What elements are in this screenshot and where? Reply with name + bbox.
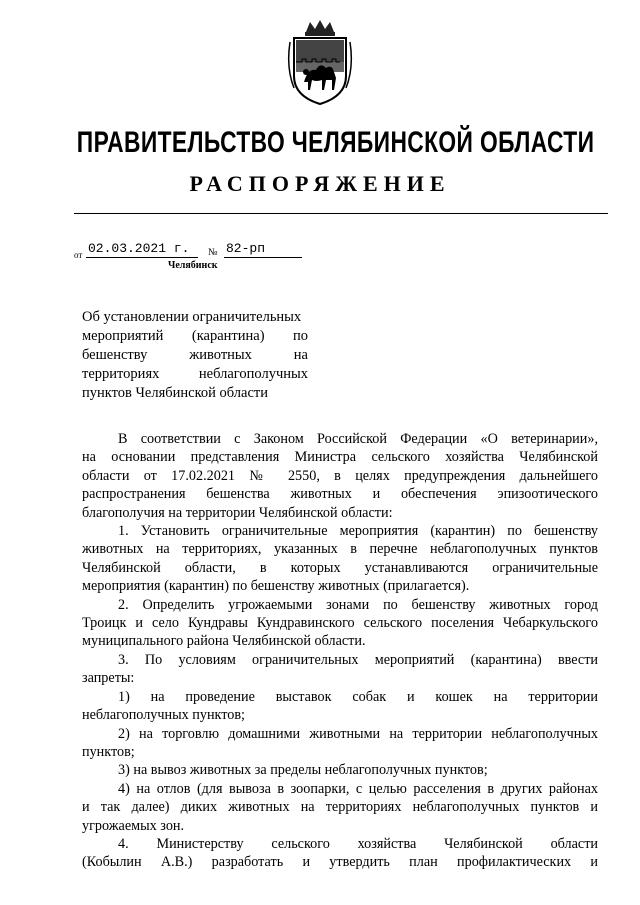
body-line: 2. Определить угрожаемыми зонами по бешенству животных город	[118, 596, 598, 613]
subject-line: территориях неблагополучных	[82, 366, 308, 382]
body-line: благополучия на территории Челябинской области:	[82, 504, 393, 521]
body-line: 4. Министерству сельского хозяйства Челябинской области	[118, 835, 598, 852]
number-value: 82-рп	[224, 241, 302, 258]
body-line: Челябинской области, в которых устанавливаются ограничительные	[82, 559, 598, 576]
subject-line: пунктов Челябинской области	[82, 385, 269, 401]
date-value: 02.03.2021 г.	[86, 241, 198, 258]
body-line: 1) на проведение выставок собак и кошек на территории	[118, 688, 598, 705]
body-line: Троицк и село Кундравы Кундравинского сельского поселения Чебаркульского	[82, 615, 598, 632]
document-subject	[82, 308, 308, 403]
body-line: и так далее) диких животных на территориях неблагополучных пунктов и	[82, 799, 598, 816]
government-title: ПРАВИТЕЛЬСТВО ЧЕЛЯБИНСКОЙ ОБЛАСТИ	[76, 126, 595, 159]
body-line: 3. По условиям ограничительных мероприятий (карантина) ввести	[118, 651, 598, 668]
document-type: РАСПОРЯЖЕНИЕ	[189, 171, 451, 196]
body-line: (Кобылин А.В.) разработать и утвердить план профилактических и	[82, 854, 598, 871]
subject-line: мероприятий (карантина) по	[82, 328, 308, 344]
body-line: пунктов;	[82, 743, 135, 760]
body-line: В соответствии с Законом Российской Федерации «О ветеринарии»,	[118, 431, 598, 447]
body-line: распространения бешенства животных и обеспечения эпизоотического	[82, 486, 598, 503]
body-line: 2) на торговлю домашними животными на территории неблагополучных	[118, 725, 598, 742]
body-line: угрожаемых зон.	[82, 817, 185, 834]
header-divider	[74, 213, 608, 214]
body-line: неблагополучных пунктов;	[82, 707, 245, 724]
body-line: 1. Установить ограничительные мероприятия (карантин) по бешенству	[118, 523, 598, 540]
body-line: муниципального района Челябинской области.	[82, 633, 366, 650]
body-line: запреты:	[82, 670, 135, 687]
subject-line: бешенству животных на	[82, 347, 308, 363]
body-line: 4) на отлов (для вывоза в зоопарки, с целью расселения в других районах	[118, 780, 598, 797]
body-line: 3) на вывоз животных за пределы неблагополучных пунктов;	[118, 762, 488, 779]
date-prefix: от	[74, 250, 83, 260]
city-name: Челябинск	[168, 260, 218, 271]
body-line: области от 17.02.2021 № 2550, в целях предупреждения дальнейшего	[82, 467, 598, 484]
body-line: мероприятия (карантин) по бешенству животных (прилагается).	[82, 578, 470, 595]
body-line: животных на территориях, указанных в перечне неблагополучных пунктов	[82, 541, 598, 558]
coat-of-arms-emblem	[286, 18, 354, 106]
number-prefix: №	[208, 247, 218, 258]
body-line: на основании представления Министра сельского хозяйства Челябинской	[82, 449, 598, 466]
document-body	[82, 430, 598, 872]
subject-line: Об установлении ограничительных	[82, 309, 302, 325]
